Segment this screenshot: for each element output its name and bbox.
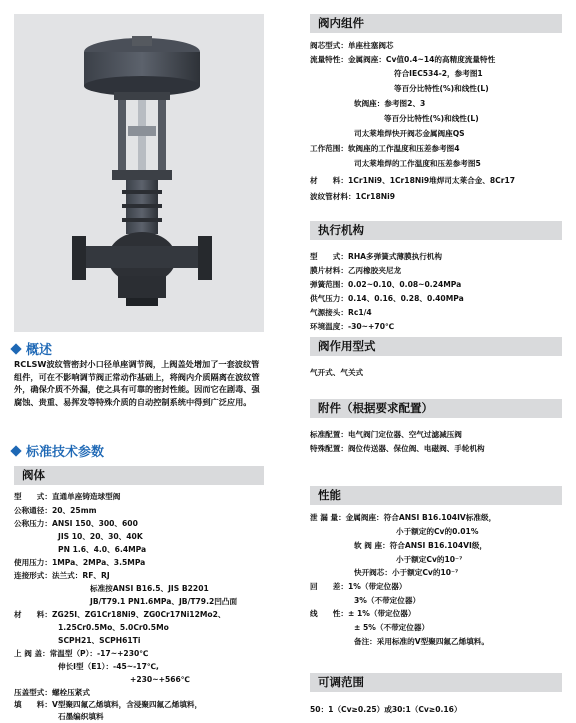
spec-row: 伸长Ⅰ型（E1）：-45~-17℃, [58,662,159,671]
spec-row: 膜片材料：乙丙橡胶夹尼龙 [310,266,402,275]
spec-row: 小于额定Cv的10⁻⁷ [396,555,463,564]
spec-row: 回 差：1%（带定位器） [310,582,407,591]
section-bar-performance: 性能 [310,486,562,505]
spec-row: 型 式：直通单座铸造球型阀 [14,492,121,501]
spec-row: 小于额定的Cv的0.01% [396,527,479,536]
spec-row: 1.25Cr0.5Mo、5.0Cr0.5Mo [58,623,169,632]
spec-row: 流量特性：金属阀座：Cv值0.4~14的高精度流量特性 [310,55,496,64]
section-bar-accessories: 附件（根据要求配置） [310,399,562,418]
spec-row: JB/T79.1 PN1.6MPa、JB/T79.2凹凸面 [90,597,238,606]
section-bar-range: 可调范围 [310,673,562,692]
section-bar-body: 阀体 [14,466,264,485]
spec-row: 连接形式：法兰式：RF、RJ [14,571,110,580]
spec-row: 弹簧范围：0.02~0.10、0.08~0.24MPa [310,280,462,289]
spec-row: 阀芯型式：单座柱塞阀芯 [310,41,394,50]
spec-row: 供气压力：0.14、0.16、0.28、0.40MPa [310,294,464,303]
spec-row: 气开式、气关式 [310,368,364,377]
spec-row: 型 式：RHA多弹簧式薄膜执行机构 [310,252,442,261]
section-bar-internals: 阀内组件 [310,14,562,33]
spec-row: 材 料：1Cr1Ni9、1Cr18Ni9堆焊司太莱合金、8Cr17 [310,176,516,185]
spec-row: 等百分比特性(%)和线性(L) [384,114,479,123]
spec-row: 填 料：V型聚四氟乙烯填料，含浸聚四氟乙烯填料， [14,700,203,709]
spec-row: 气源接头：Rc1/4 [310,308,372,317]
standard-params-heading: 标准技术参数 [12,441,104,460]
section-bar-action: 阀作用型式 [310,337,562,356]
spec-row: 工作范围：软阀座的工作温度和压差参考图4 [310,144,460,153]
spec-row: 软 阀 座：符合ANSI B16.104VI级， [354,541,488,550]
spec-row: 波纹管材料：1Cr18Ni9 [310,192,395,201]
spec-row: 司太莱堆焊的工作温度和压差参考图5 [354,159,481,168]
overview-paragraph: RCLSW波纹管密封小口径单座调节阀，上阀盖处增加了一套波纹管组件，可在不影响调节阀正常动作基础上，将阀内介质隔离在波纹管外，确保介质不外漏，使之具有可靠的密封性能。因而它在剧毒、强腐蚀、贵重、易挥发等特殊介质的自动控制系统中得到广泛应用。 [14,359,260,407]
spec-row: 快开阀芯：小于额定Cv的10⁻⁷ [354,568,459,577]
spec-row: JIS 10、20、30、40K [58,532,143,541]
spec-row: 3%（不带定位器） [354,596,421,605]
product-photo [14,14,264,332]
spec-row: 泄 漏 量：金属阀座：符合ANSI B16.104IV标准级， [310,513,497,522]
spec-row: PN 1.6、4.0、6.4MPa [58,545,147,554]
spec-row: 线 性：± 1%（带定位器） [310,609,416,618]
spec-row: ± 5%（不带定位器） [354,623,430,632]
spec-row: 标准按ANSI B16.5、JIS B2201 [90,584,209,593]
spec-row: 标准配置：电气阀门定位器、空气过滤减压阀 [310,430,462,439]
diamond-bullet-icon [10,445,21,456]
spec-row: 公称通径：20、25mm [14,506,97,515]
spec-row: 使用压力：1MPa、2MPa、3.5MPa [14,558,146,567]
spec-row: 司太莱堆焊快开阀芯金属阀座QS [354,129,465,138]
valve-illustration [14,14,264,332]
spec-row: 50：1（Cv≥0.25）或30:1（Cv≥0.16） [310,705,462,714]
spec-row: 环境温度：-30~+70℃ [310,322,395,331]
spec-row: 软阀座：参考图2、3 [354,99,426,108]
spec-row: 公称压力：ANSI 150、300、600 [14,519,138,528]
spec-row: 等百分比特性(%)和线性(L) [394,84,489,93]
spec-row: 材 料：ZG25I、ZG1Cr18Ni9、ZG0Cr17Ni12Mo2、 [14,610,226,619]
spec-row: SCPH21、SCPH61Ti [58,636,141,645]
diamond-bullet-icon [10,343,21,354]
overview-heading: 概述 [12,339,52,358]
spec-row: 压盖型式：螺栓压紧式 [14,688,90,697]
spec-row: 上 阀 盖：常温型（P）：-17~+230℃ [14,649,149,658]
spec-row: 符合IEC534-2，参考图1 [394,69,483,78]
section-bar-actuator: 执行机构 [310,221,562,240]
spec-row: 石墨编织填料 [58,712,104,721]
spec-row: +230~+566℃ [130,675,190,684]
spec-row: 特殊配置：阀位传送器、保位阀、电磁阀、手轮机构 [310,444,485,453]
spec-row: 备注：采用标准的V型聚四氟乙烯填料。 [354,637,489,646]
